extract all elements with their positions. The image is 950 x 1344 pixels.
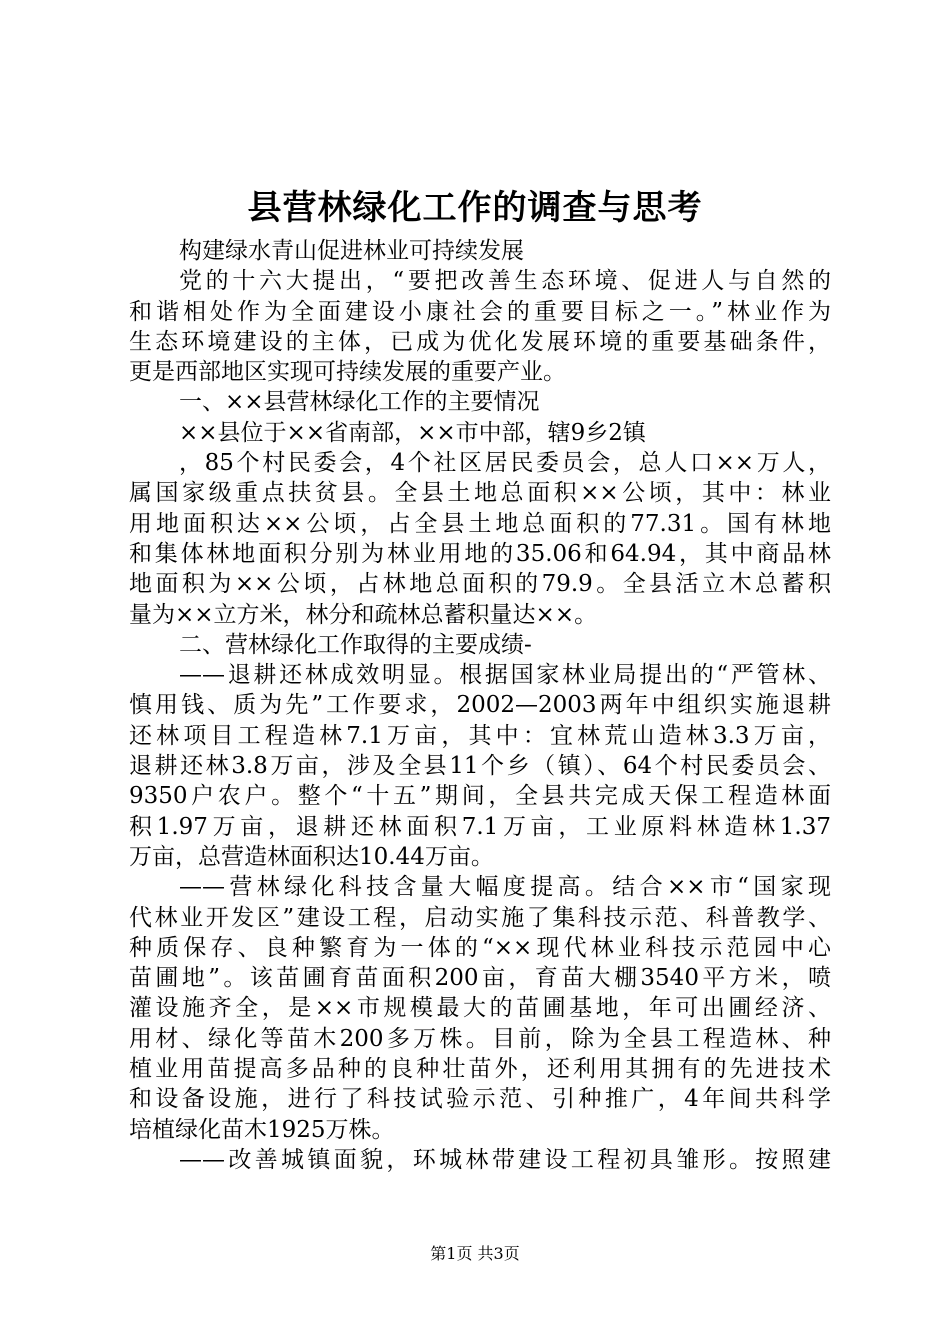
text-line: 代林业开发区”建设工程，启动实施了集科技示范、科普教学、 [129,904,831,931]
text-line: 退耕还林3.8万亩，涉及全县11个乡（镇）、64个村民委员会、 [129,753,831,780]
text-line: 灌设施齐全，是××市规模最大的苗圃基地，年可出圃经济、 [129,995,831,1022]
text-line: 植业用苗提高多品种的良种壮苗外，还利用其拥有的先进技术 [129,1056,831,1083]
text-line: 二、营林绿化工作取得的主要成绩- [179,631,532,658]
text-line: ——改善城镇面貌，环城林带建设工程初具雏形。按照建 [179,1146,831,1173]
text-line: 一、××县营林绿化工作的主要情况 [179,389,540,416]
text-line: 用材、绿化等苗木200多万株。目前，除为全县工程造林、种 [129,1025,831,1052]
text-line: 苗圃地”。该苗圃育苗面积200亩，育苗大棚3540平方米，喷 [129,965,831,992]
text-line: 培植绿化苗木1925万株。 [129,1116,395,1143]
text-line: 量为××立方米，林分和疏林总蓄积量达××。 [129,601,598,628]
text-line: 更是西部地区实现可持续发展的重要产业。 [129,359,566,386]
text-line: 用地面积达××公顷，占全县土地总面积的77.31。国有林地 [129,510,831,537]
text-line: 和设备设施，进行了科技试验示范、引种推广，4年间共科学 [129,1086,831,1113]
text-line: ××县位于××省南部，××市中部，辖9乡2镇 [179,419,646,446]
page-footer: 第1页 共3页 [430,1244,520,1263]
text-line: ——营林绿化科技含量大幅度提高。结合××市“国家现 [179,874,831,901]
text-line: 党的十六大提出，“要把改善生态环境、促进人与自然的 [179,268,831,295]
text-line: 构建绿水青山促进林业可持续发展 [179,238,524,264]
document-body [129,236,831,1175]
text-line: 积1.97万亩，退耕还林面积7.1万亩，工业原料林造林1.37 [129,813,831,840]
text-line: 9350户农户。整个“十五”期间，全县共完成天保工程造林面 [129,783,831,810]
text-line: 生态环境建设的主体，已成为优化发展环境的重要基础条件， [129,328,831,355]
text-line: 和集体林地面积分别为林业用地的35.06和64.94，其中商品林 [129,540,831,567]
text-line: 和谐相处作为全面建设小康社会的重要目标之一。”林业作为 [129,298,831,325]
document-title: 县营林绿化工作的调查与思考 [247,188,703,228]
text-line: ——退耕还林成效明显。根据国家林业局提出的“严管林、 [179,662,831,689]
text-line: 地面积为××公顷，占林地总面积的79.9。全县活立木总蓄积 [129,571,831,598]
text-line: 属国家级重点扶贫县。全县土地总面积××公顷，其中：林业 [129,480,831,507]
text-line: 万亩，总营造林面积达10.44万亩。 [129,843,494,870]
text-line: ，85个村民委会，4个社区居民委员会，总人口××万人， [179,450,831,477]
text-line: 慎用钱、质为先”工作要求，2002—2003两年中组织实施退耕 [129,692,831,719]
text-line: 还林项目工程造林7.1万亩，其中：宜林荒山造林3.3万亩， [129,722,831,749]
text-line: 种质保存、良种繁育为一体的“××现代林业科技示范园中心 [129,934,831,961]
